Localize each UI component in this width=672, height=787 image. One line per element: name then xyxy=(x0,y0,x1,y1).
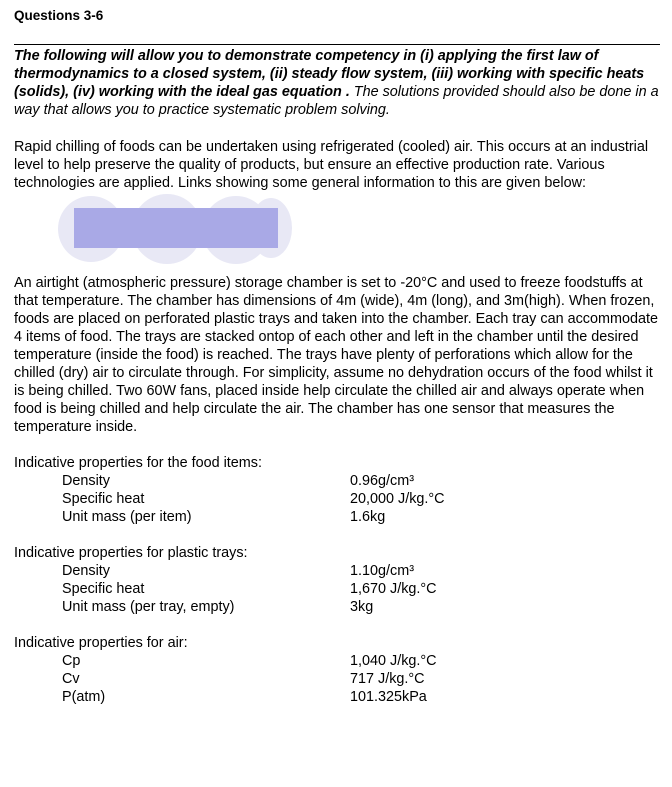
intro-paragraph xyxy=(14,47,662,119)
property-name: P(atm) xyxy=(62,689,106,705)
property-value: 0.96g/cm³ xyxy=(350,473,414,489)
redacted-links xyxy=(14,192,662,264)
document-page xyxy=(14,0,662,706)
air-properties xyxy=(14,634,662,706)
property-name: Cp xyxy=(62,653,81,669)
property-name: Density xyxy=(62,563,110,579)
property-row xyxy=(14,598,662,616)
section-heading: Questions 3-6 xyxy=(14,8,104,23)
intro-objectives: The following will allow you to demonstrate competency in (i) applying the first law of thermodynamics to a closed system, (ii) steady flow system, (iii) working with specific heats (solids), (iv) working with the ideal gas equation . xyxy=(14,48,645,100)
property-row xyxy=(14,562,662,580)
property-value: 1,040 J/kg.°C xyxy=(350,653,437,669)
property-value: 1.10g/cm³ xyxy=(350,563,414,579)
food-properties-title: Indicative properties for the food items: xyxy=(14,455,262,471)
property-value: 1,670 J/kg.°C xyxy=(350,581,437,597)
paragraph-storage-chamber: An airtight (atmospheric pressure) storage chamber is set to -20°C and used to freeze foodstuffs at that temperature. The chamber has dimensions of 4m (wide), 4m (long), and 3m(high). When frozen, foods are placed on perforated plastic trays and taken into the chamber. Each tray can accommodate 4 items of food. The trays are stacked ontop of each other and left in the chamber until the desired temperature (inside the food) is reached. The trays have plenty of perforations which allow for the chilled (dry) air to circulate through. For simplicity, assume no dehydration occurs of the food whilst it is being chilled. Two 60W fans, placed inside help circulate the chilled air and always operate when food is being chilled and help circulate the air. The chamber has one sensor that measures the temperature inside. xyxy=(14,275,658,435)
food-properties xyxy=(14,454,662,526)
property-row xyxy=(14,580,662,598)
paragraph-rapid-chilling: Rapid chilling of foods can be undertaken using refrigerated (cooled) air. This occurs at an industrial level to help preserve the quality of products, but ensure an effective production rate. Various technologies are applied. Links showing some general information to this are given below: xyxy=(14,139,649,191)
property-row xyxy=(14,472,662,490)
property-row xyxy=(14,670,662,688)
property-name: Unit mass (per tray, empty) xyxy=(62,599,235,615)
property-value: 101.325kPa xyxy=(350,689,427,705)
property-name: Specific heat xyxy=(62,581,145,597)
property-name: Unit mass (per item) xyxy=(62,509,192,525)
tray-properties-title: Indicative properties for plastic trays: xyxy=(14,545,248,561)
property-row xyxy=(14,688,662,706)
air-properties-title: Indicative properties for air: xyxy=(14,635,188,651)
intro-note: The solutions provided should also be done in a way that allows you to practice systematic problem solving. xyxy=(14,84,659,118)
property-name: Density xyxy=(62,473,110,489)
property-row xyxy=(14,490,662,508)
heading-divider xyxy=(14,44,660,45)
redaction-bar xyxy=(74,208,278,248)
property-row xyxy=(14,652,662,670)
property-row xyxy=(14,508,662,526)
tray-properties xyxy=(14,544,662,616)
property-name: Specific heat xyxy=(62,491,145,507)
property-value: 1.6kg xyxy=(350,509,386,525)
property-value: 3kg xyxy=(350,599,374,615)
property-name: Cv xyxy=(62,671,80,687)
property-value: 717 J/kg.°C xyxy=(350,671,425,687)
property-value: 20,000 J/kg.°C xyxy=(350,491,445,507)
